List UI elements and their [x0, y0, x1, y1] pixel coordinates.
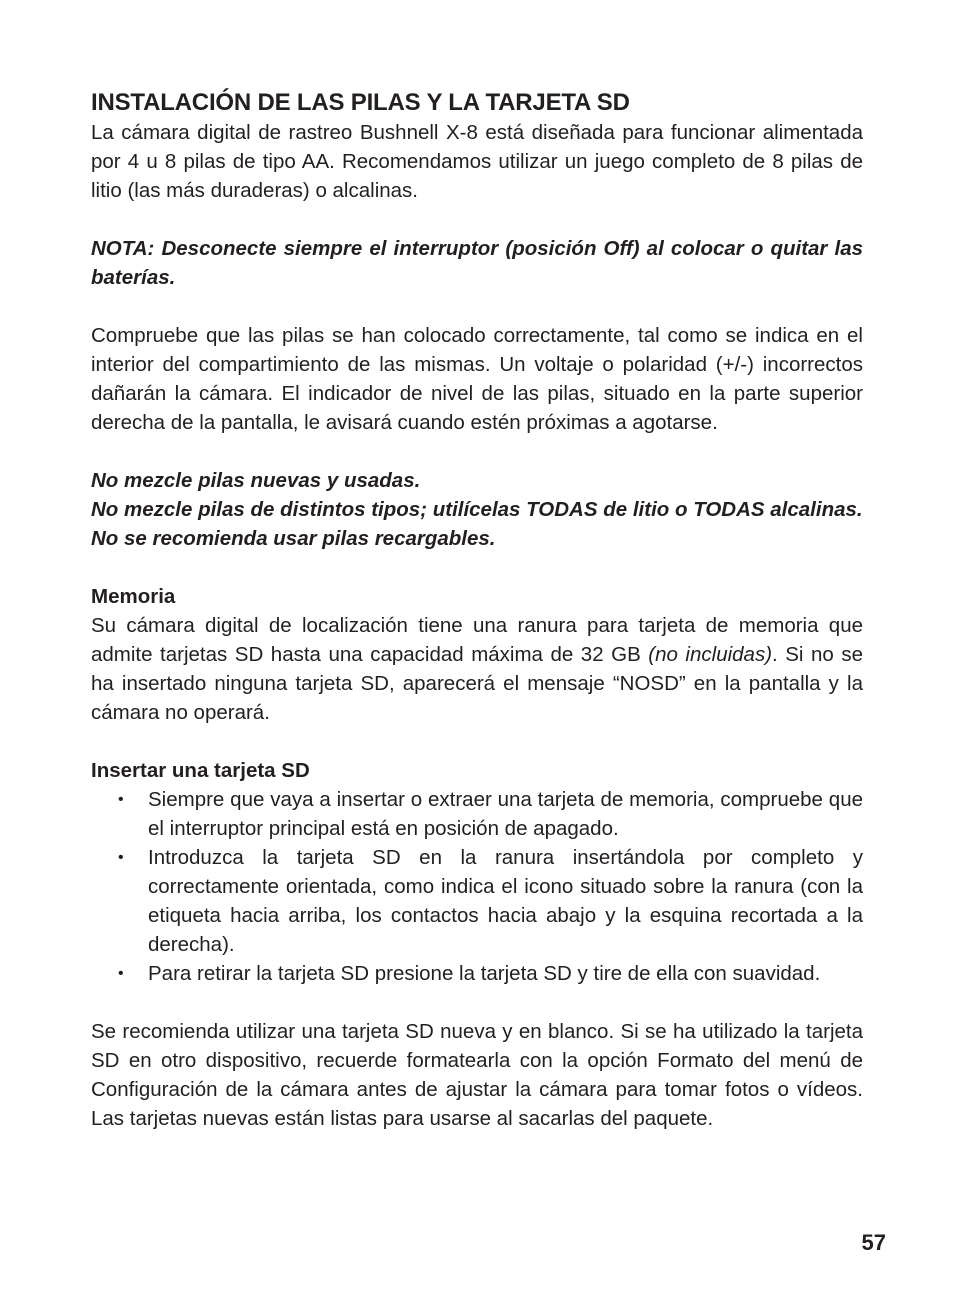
page-content [91, 88, 863, 1133]
memory-paragraph [91, 611, 863, 727]
page-number: 57 [861, 1230, 886, 1255]
polarity-paragraph: Compruebe que las pilas se han colocado correctamente, tal como se indica en el interior del compartimiento de las mismas. Un voltaje o polaridad (+/-) incorrectos dañarán la cámara. El indicador de nivel de las pilas, situado en la parte superior derecha de la pantalla, le avisará cuando estén próximas a agotarse. [91, 324, 863, 434]
list-item [91, 959, 863, 988]
warning-line: No mezcle pilas de distintos tipos; utilícelas TODAS de litio o TODAS alcalinas. [91, 498, 863, 521]
list-item-text: Introduzca la tarjeta SD en la ranura insertándola por completo y correctamente orientada, como indica el icono situado sobre la ranura (con la etiqueta hacia arriba, los contactos hacia abajo y la esquina recortada a la derecha). [148, 846, 863, 956]
warning-line: No mezcle pilas nuevas y usadas. [91, 469, 421, 492]
battery-note: NOTA: Desconecte siempre el interruptor (posición Off) al colocar o quitar las baterías. [91, 237, 863, 289]
insert-heading: Insertar una tarjeta SD [91, 759, 310, 782]
bullet-icon: • [118, 791, 124, 808]
warning-line: No se recomienda usar pilas recargables. [91, 527, 496, 550]
memory-heading: Memoria [91, 585, 176, 608]
list-item-text: Siempre que vaya a insertar o extraer una tarjeta de memoria, compruebe que el interruptor principal está en posición de apagado. [148, 788, 863, 840]
bullet-icon: • [118, 849, 124, 866]
memory-text-italic: (no incluidas) [648, 643, 773, 666]
insert-list [91, 785, 863, 988]
page-title: INSTALACIÓN DE LAS PILAS Y LA TARJETA SD [91, 89, 630, 116]
memory-text: Su cámara digital de localización tiene una ranura para tarjeta de memoria que admite tarjetas SD hasta una capacidad máxima de 32 GB [91, 614, 863, 666]
bullet-icon: • [118, 965, 124, 982]
intro-paragraph: La cámara digital de rastreo Bushnell X-8 está diseñada para funcionar alimentada por 4 u 8 pilas de tipo AA. Recomendamos utilizar un juego completo de 8 pilas de litio (las más duraderas) o alcalinas. [91, 121, 863, 202]
closing-paragraph: Se recomienda utilizar una tarjeta SD nueva y en blanco. Si se ha utilizado la tarjeta SD en otro dispositivo, recuerde formatearla con la opción Formato del menú de Configuración de la cámara antes de ajustar la cámara para tomar fotos o vídeos. Las tarjetas nuevas están listas para usarse al sacarlas del paquete. [91, 1020, 863, 1130]
list-item [91, 843, 863, 959]
memory-text: . Si no se ha insertado ninguna tarjeta SD, aparecerá el mensaje “NOSD” en la pantalla y la cámara no operará. [91, 643, 863, 724]
list-item-text: Para retirar la tarjeta SD presione la tarjeta SD y tire de ella con suavidad. [148, 962, 821, 985]
list-item [91, 785, 863, 843]
